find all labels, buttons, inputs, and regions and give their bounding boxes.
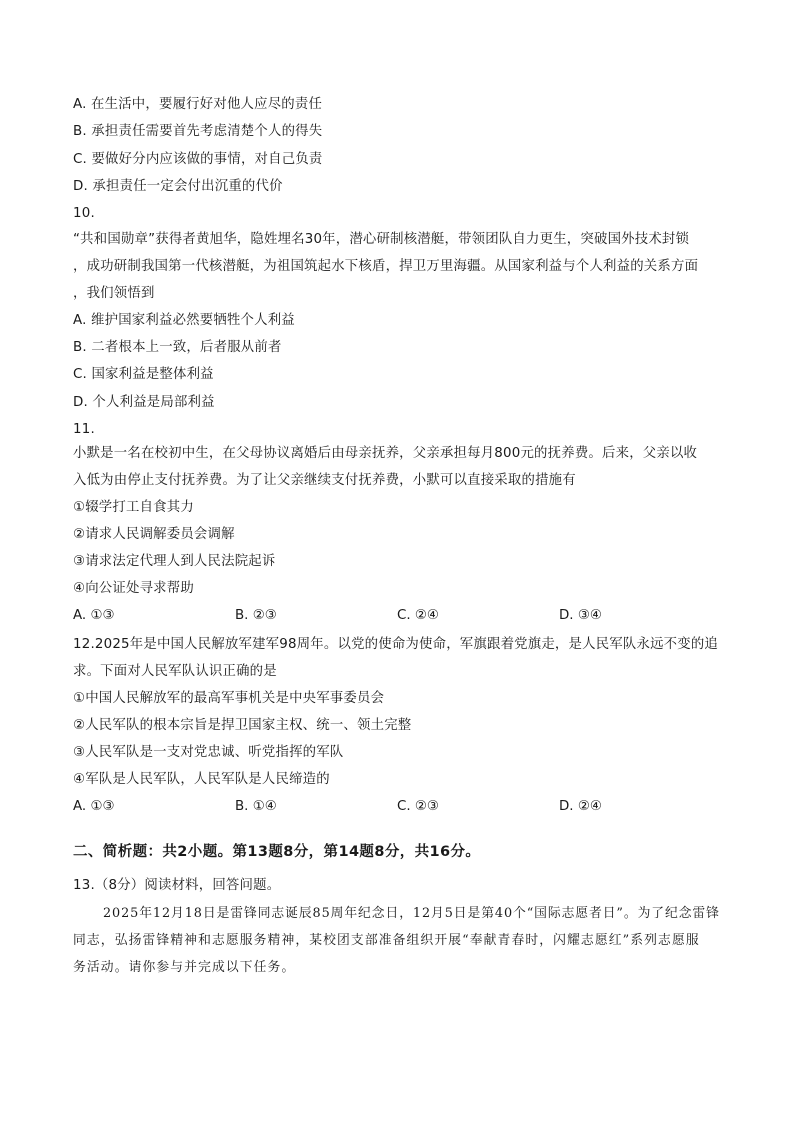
q11-stem-line: 入低为由停止支付抚养费。为了让父亲继续支付抚养费，小默可以直接采取的措施有 [73, 473, 576, 488]
q10-stem-line: ，成功研制我国第一代核潜艇，为祖国筑起水下核盾，捍卫万里海疆。从国家利益与个人利益的关系方面 [73, 259, 699, 274]
q10-option-c[interactable]: C. 国家利益是整体利益 [73, 367, 214, 382]
q11-item: ④向公证处寻求帮助 [73, 581, 194, 596]
q9-option-c[interactable]: C. 要做好分内应该做的事情，对自己负责 [73, 152, 323, 167]
q12-item: ①中国人民解放军的最高军事机关是中央军事委员会 [73, 691, 385, 706]
q13-material-line: 2025年12月18日是雷锋同志诞辰85周年纪念日，12月5日是第40个“国际志愿者日”。为了纪念雷锋 [103, 906, 720, 921]
q9-option-a[interactable]: A. 在生活中，要履行好对他人应尽的责任 [73, 97, 323, 112]
q11-option-b[interactable]: B. ②③ [235, 608, 277, 623]
q12-stem-line: 12.2025年是中国人民解放军建军98周年。以党的使命为使命，军旗跟着党旗走，是人民军队永远不变的追 [73, 637, 719, 652]
q12-item: ④军队是人民军队，人民军队是人民缔造的 [73, 772, 330, 787]
q12-option-b[interactable]: B. ①④ [235, 799, 277, 814]
q13-material-line: 务活动。请你参与并完成以下任务。 [73, 960, 296, 975]
q10-option-a[interactable]: A. 维护国家利益必然要牺牲个人利益 [73, 313, 295, 328]
q10-option-b[interactable]: B. 二者根本上一致，后者服从前者 [73, 340, 282, 355]
q13-material-line: 同志，弘扬雷锋精神和志愿服务精神，某校团支部准备组织开展“奉献青春时，闪耀志愿红”系列志愿服 [73, 933, 700, 948]
q11-option-d[interactable]: D. ③④ [559, 608, 602, 623]
q9-option-b[interactable]: B. 承担责任需要首先考虑清楚个人的得失 [73, 124, 323, 139]
q12-option-a[interactable]: A. ①③ [73, 799, 115, 814]
q12-option-d[interactable]: D. ②④ [559, 799, 602, 814]
q10-stem-line: “共和国勋章”获得者黄旭华，隐姓埋名30年，潜心研制核潜艇，带领团队自力更生，突破国外技术封锁 [73, 232, 690, 247]
q10-stem-line: ，我们领悟到 [73, 286, 155, 301]
q11-item: ③请求法定代理人到人民法院起诉 [73, 554, 276, 569]
q11-stem-line: 小默是一名在校初中生，在父母协议离婚后由母亲抚养，父亲承担每月800元的抚养费。后来，父亲以收 [73, 446, 698, 461]
q12-option-c[interactable]: C. ②③ [397, 799, 439, 814]
q11-option-c[interactable]: C. ②④ [397, 608, 439, 623]
q10-number: 10. [73, 206, 95, 221]
q12-item: ②人民军队的根本宗旨是捍卫国家主权、统一、领土完整 [73, 718, 412, 733]
q11-number: 11. [73, 422, 95, 437]
q12-stem-line: 求。下面对人民军队认识正确的是 [73, 664, 277, 679]
q10-option-d[interactable]: D. 个人利益是局部利益 [73, 395, 215, 410]
q9-option-d[interactable]: D. 承担责任一定会付出沉重的代价 [73, 179, 283, 194]
q11-item: ②请求人民调解委员会调解 [73, 527, 235, 542]
q11-option-a[interactable]: A. ①③ [73, 608, 115, 623]
section-heading: 二、简析题：共2小题。第13题8分，第14题8分，共16分。 [73, 844, 481, 860]
q12-item: ③人民军队是一支对党忠诚、听党指挥的军队 [73, 745, 344, 760]
q11-item: ①辍学打工自食其力 [73, 500, 194, 515]
q13-intro: 13.（8分）阅读材料，回答问题。 [73, 878, 281, 893]
